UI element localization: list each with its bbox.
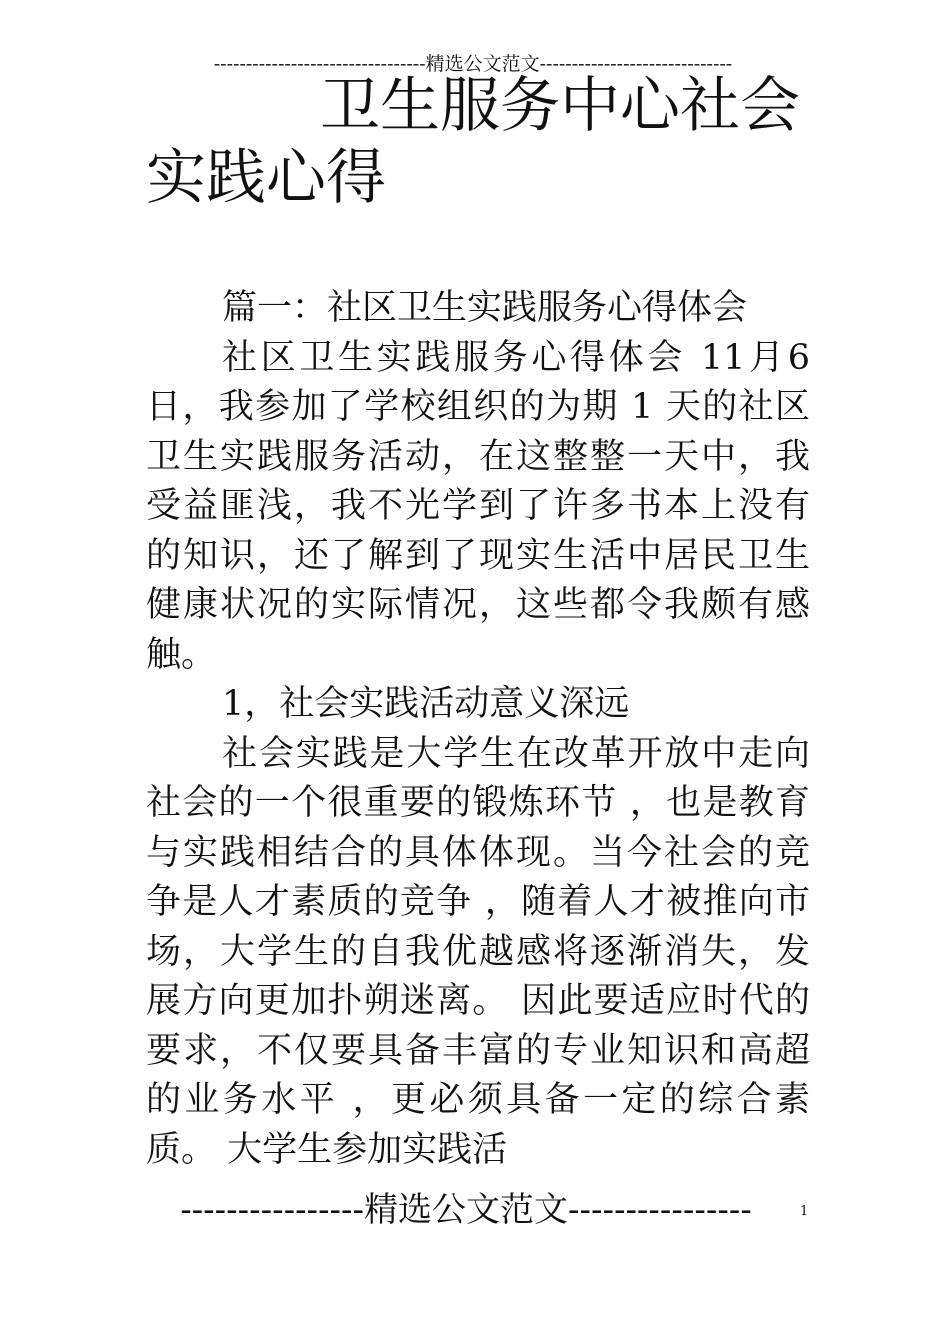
page-number: 1 <box>800 1204 809 1219</box>
page-header-rule: ---------------------------------精选公文范文------------------------------ <box>213 53 733 75</box>
title-line-2: 实践心得 <box>146 143 386 213</box>
page-footer-rule: ----------------精选公文范文---------------- <box>180 1190 752 1230</box>
title-line-1: 卫生服务中心社会 <box>320 71 800 141</box>
body-paragraph: 社会实践是大学生在改革开放中走向社会的一个很重要的锻炼环节 ，也是教育与实践相结合的具体体现。当今社会的竞争是人才素质的竞争 ，随着人才被推向市场，大学生的自我优越感将逐渐消失，发展方向更加扑朔迷离。 因此要适应时代的要求，不仅要具备丰富的专业知识和高超的业务水平 ，更必须具备一定的综合素质。 大学生参加实践活 <box>146 733 810 1170</box>
document-title <box>146 70 810 214</box>
document-body <box>146 284 810 1175</box>
body-paragraph: 社区卫生实践服务心得体会 11月6日，我参加了学校组织的为期 1 天的社区卫生实践服务活动，在这整整一天中，我受益匪浅，我不光学到了许多书本上没有的知识，还了解到了现实生活中居民卫生健康状况的实际情况，这些都令我颇有感触。 <box>146 337 810 675</box>
subsection-heading: 1，社会实践活动意义深远 <box>222 684 630 724</box>
section-heading: 篇一：社区卫生实践服务心得体会 <box>222 288 748 328</box>
